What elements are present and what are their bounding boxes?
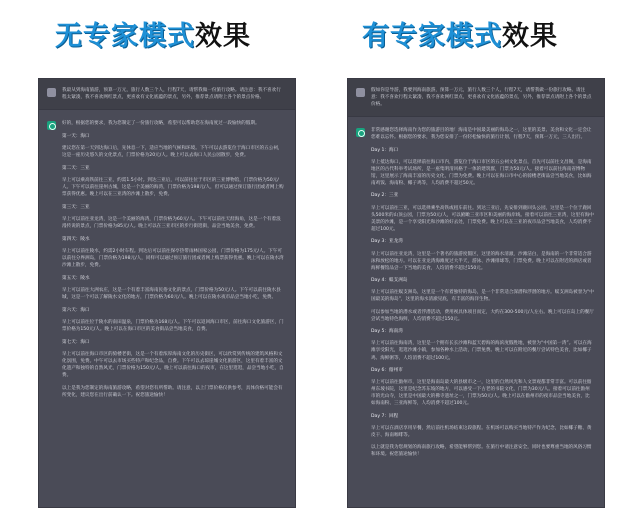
response-paragraph: 可以参加当地的潜水或者浮潜活动，费用视具体项目而定，大约在300-500元/人左右。晚上可以在岛上的餐厅尝试当地特色海鲜，人均消费不超过150元。 <box>371 309 594 322</box>
assistant-avatar-icon <box>356 128 365 137</box>
response-paragraph: 早上可以乘高铁前往三亚，约需1.5小时。到达三亚后，可以前往位于市区的三亚博物馆，门票价格为50元/人。下午可以前往崖州古城，这是一个美丽的海湾，门票价格为198元/人，但可以通过预订旅行团或者网上购票获得优惠。晚上可以在三亚湾的沙滩上散步，免费。 <box>62 178 284 197</box>
response-paragraph: 好的，根据您的要求，我为您制定了一份旅行攻略，希望可以帮助您在海南度过一段愉快的假期。 <box>62 121 260 126</box>
user-avatar-icon <box>356 88 365 97</box>
left-heading-mode: 无专家模式 <box>55 20 195 52</box>
response-paragraph: 以上就是我为您规划的海南旅行攻略，希望能够帮到您。在旅行中请注意安全，同时也要尊重当地的风俗习惯和环境。祝您旅途愉快！ <box>371 445 592 458</box>
right-heading-mode: 有专家模式 <box>362 20 502 52</box>
day-heading: 第三天：三亚 <box>62 204 90 210</box>
left-heading-effect: 效果 <box>195 20 251 52</box>
response-paragraph: 早上抵达海口，可以选择前往海口市内，游览位于海口市区的五公祠文化景点，首先可以前往文昌阁，是海南地区的古代科举考试场所，是一座集明清风格于一体的建筑群，门票为50元/人。接着可以前往海南省博物馆，这里展示了海南丰富的历史文化，门票为免费。晚上可以在海口市中心的骑楼老街品尝当地美食，比如海南鸡饭、海南粉、椰子鸡等，人均消费不超过50元。 <box>371 159 592 187</box>
response-paragraph: 早上可以前往蜈支洲岛，这里是一个有着独特的海岛，是一个非常适合深潜和浮潜的地方。蜈支洲岛被誉为“中国最美的海岛”，这里的海水清澈见底，有丰富的海洋生物。 <box>371 290 594 303</box>
assistant-message-body <box>62 120 285 404</box>
assistant-message-body <box>371 127 594 464</box>
day-heading: Day 1：海口 <box>371 147 399 153</box>
day-heading: 第一天：海口 <box>62 133 90 139</box>
response-paragraph: 早上可以前往儋州市，这里是海南岛最大的县级市之一，这里的自然风光和人文景观都非常丰富。可以前往儋州东坡书院，这里是纪念苏东坡的地方，可以感受一下古老的书院文化，门票为30元/人。接着可以前往儋州市的光山寺，这里是中国最大的佛寺遗址之一，门票为50元/人。晚上可以在儋州市的夜市品尝当地美食，比如海南粉、三亚海鲜等，人均消费不超过100元。 <box>371 380 592 407</box>
response-paragraph: 早上可以前往海南湾，这里是一个拥有长长沙滩和蓝天碧海的海滨度假胜地，被誉为“中国第一湾”。可以在海滩享受阳光，逛逛沙滩小镇，参加各种水上活动，门票免费。晚上可以在附近的餐厅尝试特色美食，比如椰子鸡、海鲜粥等，人均消费不超过100元。 <box>371 341 592 361</box>
day-heading: Day 5：海南湾 <box>371 329 403 335</box>
response-paragraph: 早上可以前往亚龙湾，这是一个美丽的海湾，门票价格为60元/人。下午可以前往天涯海角，这是一个有着浪漫传说的景点，门票价格为85元/人。晚上可以在三亚市区的步行街逛街，品尝当地美食，免费。 <box>62 217 281 229</box>
response-paragraph: 早上可以前往陵水，约需2小时车程。到达后可以前往保亭热带雨林国家公园，门票价格为175元/人。下午可以前往分界洲岛，门票价格为198元/人，同样可以通过预订旅行团或者网上购票获得优惠。晚上可以在陵水湾沙滩上散步，免费。 <box>62 249 284 268</box>
day-heading: 第四天：陵水 <box>62 236 90 242</box>
right-heading <box>362 12 558 54</box>
assistant-message <box>348 117 604 470</box>
user-avatar-icon <box>47 88 56 97</box>
user-message <box>39 79 295 110</box>
right-chat-panel <box>347 78 605 508</box>
assistant-avatar-icon <box>47 121 56 130</box>
left-chat-panel <box>38 78 296 508</box>
day-heading: 第五天：陵水 <box>62 275 90 281</box>
day-heading: Day 3：亚龙湾 <box>371 239 403 245</box>
response-paragraph: 非常感谢您选择海南作为您的旅游目的地！海南是中国最美丽的海岛之一，这里的美景、美食和文化一定会让您难以忘怀。根据您的要求，我为您安排了一份轻松愉快的旅行计划，行程7天，预算一万元，三人出行。 <box>371 128 592 141</box>
day-heading: 第七天：海口 <box>62 339 90 345</box>
response-paragraph: 早上可以前往大洲农庄，这是一个有着丰富海南民俗文化的景点，门票价格为50元/人。下午可以前往陵水县城，这是一个可以了解陵水文化的地方，门票价格为60元/人。晚上可以在陵水夜市品尝当地小吃，免费。 <box>62 288 281 300</box>
response-paragraph: 早上可以前往亚龙湾，这里是一个著名的旅游度假区，这里的海水清澈，沙滩洁白，是海南的一个非常适合游泳和放松的地方。可以在亚龙湾海滩度过大半天，游泳、沙滩排球等，门票免费。晚上可以在附近的酒店或者海鲜餐馆品尝一下当地的美食，人均消费不超过150元。 <box>371 251 592 271</box>
day-heading: Day 6：儋州市 <box>371 367 403 373</box>
day-heading: 第六天：海口 <box>62 307 90 313</box>
assistant-message <box>39 110 295 410</box>
response-paragraph: 早上可以前往海口市区的骑楼老街，这是一个有着浓厚海南文化的历史街区，可以欣赏到传统的建筑风格和文化氛围，免费。中午可以去市场买些特产和纪念品，自费。下午可以去琼崖城文化旅游区，这里有着丰富的文化遗产和独特的自然风光，门票价格为150元/人。晚上可以前往海口的夜市，在这里逛逛，品尝当地小吃，自费。 <box>62 352 284 378</box>
response-paragraph: 建议您在第一天到达海口后，先休息一下，适应当地的气候和环境。下午可以去游览位于海口市区的五公祠，这是一座历史悠久的文化景点，门票价格为20元/人。晚上可以去海口人民公园散步，免费。 <box>62 146 283 158</box>
response-paragraph: 早上可以前往位于陵水的南田温泉，门票价格为168元/人。下午可以返回海口市区，前往海口文化旅游区，门票价格为150元/人。晚上可以在海口市区的美食街品尝当地美食，自费。 <box>62 320 284 332</box>
user-message <box>348 79 604 117</box>
day-heading: Day 2：三亚 <box>371 193 399 199</box>
user-message-text: 假如你是导游，我要到海南旅游，预算一万元，旅行人数三个人，行程7天，请帮我做一份旅行攻略。请注意：我不喜欢行程太紧凑，我不喜欢网红景点，更喜欢有文化底蕴的景点，另外，推荐景点请附上各个的景点价格。 <box>371 88 592 108</box>
day-heading: 第二天：三亚 <box>62 165 90 171</box>
day-heading: Day 7：回程 <box>371 413 399 419</box>
response-paragraph: 早上可以前往三亚，可以选择乘坐高铁或租车前往。到达三亚后，先安排到鹿回头公园，这里是一个位于鹿回头500米的山顶公园，门票为50元/人，可以俯瞰三亚市区和美丽的海岸线。接着可以前往三亚湾，这里有海中美景的沙滩，是一个享受阳光和沙滩的好去处，门票免费。晚上可以在三亚的夜市品尝当地美食，人均消费不超过100元。 <box>371 205 594 232</box>
response-paragraph: 早上可以在酒店享用早餐，然后前往机场结束这段旅程。在机场可以购买当地特产作为纪念，比如椰子糖、黄皮干、海南咖啡等。 <box>371 426 592 439</box>
left-heading <box>55 12 251 54</box>
user-message-text: 我最从到海南旅游，预算一万元，旅行人数三个人，行程7天，请帮我做一份旅行攻略。请注意：我不喜欢行程太紧凑，我不喜欢网红景点，更喜欢有文化底蕴的景点，另外，推荐景点请附上各个的景点价格。 <box>62 88 281 100</box>
response-paragraph: 以上是我为您制定的海南旅游攻略，希望对您有所帮助。请注意，以上门票价格仅供参考，具体价格可能会有所变化，建议您在出行前确认一下。祝您旅途愉快！ <box>62 385 283 398</box>
right-heading-effect: 效果 <box>502 20 558 52</box>
day-heading: Day 4：蜈支洲岛 <box>371 277 408 283</box>
